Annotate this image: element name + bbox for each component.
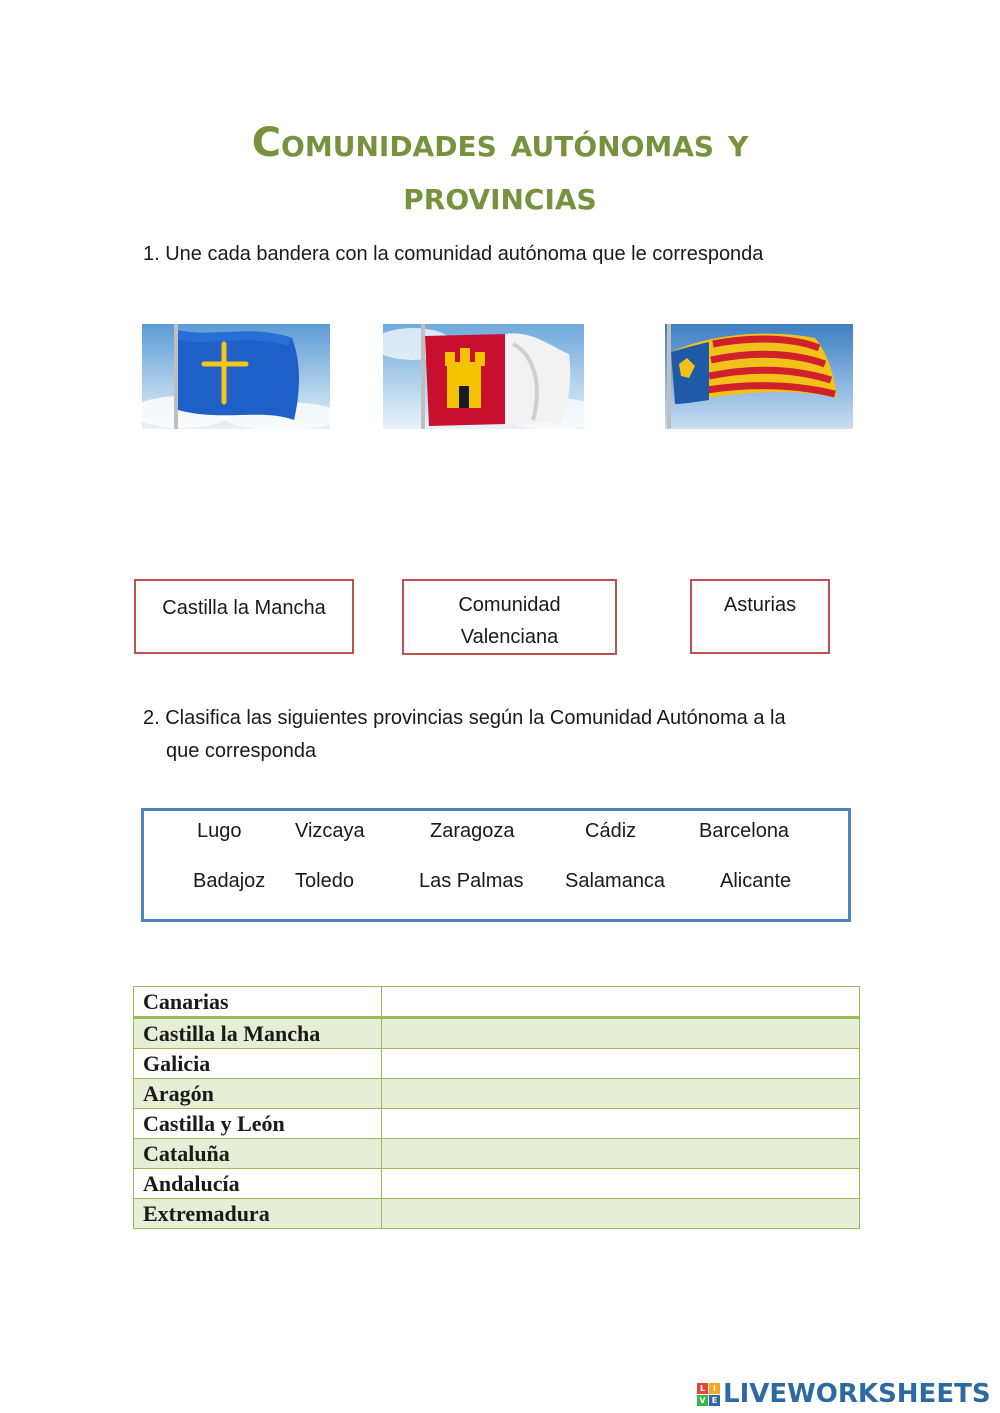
answer-box-label-line-2: Valenciana	[460, 626, 559, 648]
answer-cell[interactable]	[382, 1079, 860, 1109]
table-row	[134, 1049, 860, 1079]
province-item[interactable]: Barcelona	[699, 820, 790, 842]
question-2-line-1: 2. Clasifica las siguientes provincias según la Comunidad Autónoma a la	[143, 707, 786, 729]
answer-cell[interactable]	[382, 1139, 860, 1169]
province-item[interactable]: Zaragoza	[430, 820, 515, 842]
castilla-la-mancha-flag[interactable]	[383, 324, 584, 429]
page-title-line-2: provincias	[403, 173, 597, 219]
table-row	[134, 1018, 860, 1049]
answer-cell[interactable]	[382, 987, 860, 1018]
province-item[interactable]: Alicante	[720, 870, 792, 892]
liveworksheets-logo-icon	[697, 1383, 720, 1406]
answer-cell[interactable]	[382, 1109, 860, 1139]
community-cell: Canarias	[134, 987, 382, 1018]
province-item[interactable]: Toledo	[295, 870, 354, 892]
comunidad-valenciana-flag-image	[665, 324, 853, 429]
asturias-flag-image	[142, 324, 330, 429]
community-cell: Galicia	[134, 1049, 382, 1079]
answer-box-label-line-1: Comunidad	[458, 594, 561, 616]
province-item[interactable]: Badajoz	[193, 870, 266, 892]
liveworksheets-wordmark: LIVEWORKSHEETS	[723, 1379, 991, 1409]
liveworksheets-brand	[697, 1379, 991, 1409]
answer-box-asturias[interactable]	[690, 579, 830, 654]
question-2-line-2: que corresponda	[166, 740, 317, 762]
logo-letter: V	[697, 1395, 708, 1406]
logo-letter: L	[697, 1383, 708, 1394]
answer-box-label: Asturias	[723, 594, 797, 616]
comunidad-valenciana-flag[interactable]	[665, 324, 853, 429]
answer-cell[interactable]	[382, 1199, 860, 1229]
community-cell: Extremadura	[134, 1199, 382, 1229]
answer-cell[interactable]	[382, 1049, 860, 1079]
table-row	[134, 1139, 860, 1169]
answer-box-label: Castilla la Mancha	[162, 597, 326, 619]
community-cell: Aragón	[134, 1079, 382, 1109]
answer-cell[interactable]	[382, 1018, 860, 1049]
province-item[interactable]: Lugo	[197, 820, 242, 842]
community-cell: Castilla y León	[134, 1109, 382, 1139]
province-item[interactable]: Salamanca	[565, 870, 666, 892]
community-cell: Cataluña	[134, 1139, 382, 1169]
province-item[interactable]: Cádiz	[585, 820, 637, 842]
classification-table	[133, 986, 860, 1229]
question-1: 1. Une cada bandera con la comunidad autónoma que le corresponda	[143, 243, 764, 265]
answer-box-castilla-la-mancha[interactable]	[134, 579, 354, 654]
table-row	[134, 1199, 860, 1229]
asturias-flag[interactable]	[142, 324, 330, 429]
table-row	[134, 1109, 860, 1139]
province-item[interactable]: Las Palmas	[419, 870, 524, 892]
answer-cell[interactable]	[382, 1169, 860, 1199]
province-item[interactable]: Vizcaya	[295, 820, 365, 842]
table-row	[134, 1079, 860, 1109]
community-cell: Castilla la Mancha	[134, 1018, 382, 1049]
castilla-la-mancha-flag-image	[383, 324, 584, 429]
page-title-line-1: Comunidades autónomas y	[251, 120, 749, 166]
table-row	[134, 1169, 860, 1199]
logo-letter: i	[709, 1383, 720, 1394]
logo-letter: E	[709, 1395, 720, 1406]
answer-box-comunidad-valenciana[interactable]	[402, 579, 617, 655]
community-cell: Andalucía	[134, 1169, 382, 1199]
table-row	[134, 987, 860, 1018]
